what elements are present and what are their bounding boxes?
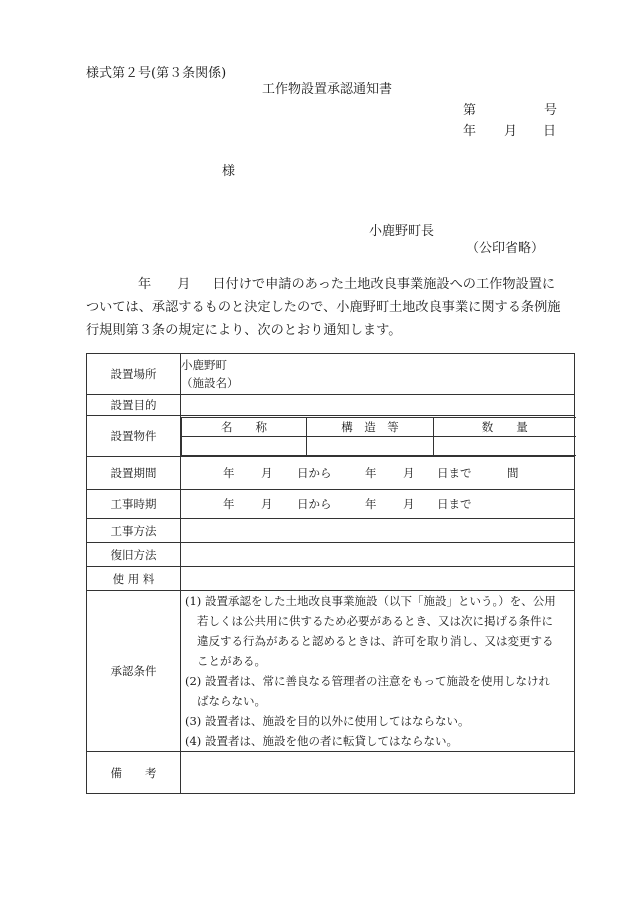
body-line-3: 行規則第３条の規定により、次のとおり通知します。 [86,323,402,338]
method-label: 工事方法 [87,519,181,543]
objects-col-name: 名 称 [182,417,307,436]
fee-label: 使 用 料 [87,567,181,591]
number-prefix: 第 [463,103,477,118]
body-line-2: ついては、承認するものと決定したので、小鹿野町土地改良事業に関する条例施 [86,300,561,315]
remarks-label: 備 考 [87,752,181,794]
document-title: 工作物設置承認通知書 [262,82,393,97]
objects-grid [181,416,575,457]
purpose-value[interactable] [181,395,575,416]
seal-omitted-note: （公印省略） [466,241,545,256]
approval-table [86,353,575,794]
method-value[interactable] [181,519,575,543]
condition-1-line-3: 違反する行為があると認めるときは、許可を取り消し、又は変更する [197,634,554,648]
conditions-list [181,591,575,752]
condition-2-line-2: ばならない。 [197,694,266,708]
issuer-name: 小鹿野町長 [369,224,435,239]
notice-body [86,273,586,342]
row-fee [87,567,575,591]
row-conditions [87,591,575,752]
period-label: 設置期間 [87,457,181,490]
condition-3: (3) 設置者は、施設を目的以外に使用してはならない。 [185,714,470,728]
condition-1-line-1: (1) 設置承認をした土地改良事業施設（以下「施設」という。）を、公用 [185,594,556,608]
objects-name-cell[interactable] [182,436,307,455]
row-method [87,519,575,543]
restore-value[interactable] [181,543,575,567]
conditions-label: 承認条件 [87,591,181,752]
date-day: 日 [543,124,557,139]
form-number: 様式第２号(第３条関係) [86,66,227,81]
row-location [87,354,575,395]
row-restore [87,543,575,567]
number-suffix: 号 [544,103,558,118]
remarks-value[interactable] [181,752,575,794]
objects-label: 設置物件 [87,416,181,457]
condition-1-line-4: ことがある。 [197,654,266,668]
objects-col-structure: 構 造 等 [307,417,434,436]
condition-4: (4) 設置者は、施設を他の者に転貸してはならない。 [185,734,458,748]
condition-1-line-2: 若しくは公共用に供するため必要があるとき、又は次に掲げる条件に [197,614,554,628]
condition-2-line-1: (2) 設置者は、常に善良なる管理者の注意をもって施設を使用しなけれ [185,674,550,688]
row-construction-period [87,490,575,519]
fee-value[interactable] [181,567,575,591]
row-objects [87,416,575,457]
row-period [87,457,575,490]
purpose-label: 設置目的 [87,395,181,416]
location-value[interactable]: 小鹿野町 （施設名） [181,354,575,395]
date-month: 月 [504,124,518,139]
date-year: 年 [463,124,477,139]
objects-col-quantity: 数 量 [434,417,576,436]
row-remarks [87,752,575,794]
body-line-1: 年 月 日付けで申請のあった土地改良事業施設への工作物設置に [138,277,556,292]
period-value[interactable]: 年 月 日から 年 月 日まで 間 [181,457,575,490]
objects-structure-cell[interactable] [307,436,434,455]
construction-value[interactable]: 年 月 日から 年 月 日まで [181,490,575,519]
restore-label: 復旧方法 [87,543,181,567]
addressee-honorific: 様 [222,164,236,179]
construction-label: 工事時期 [87,490,181,519]
row-purpose [87,395,575,416]
objects-quantity-cell[interactable] [434,436,576,455]
location-label: 設置場所 [87,354,181,395]
